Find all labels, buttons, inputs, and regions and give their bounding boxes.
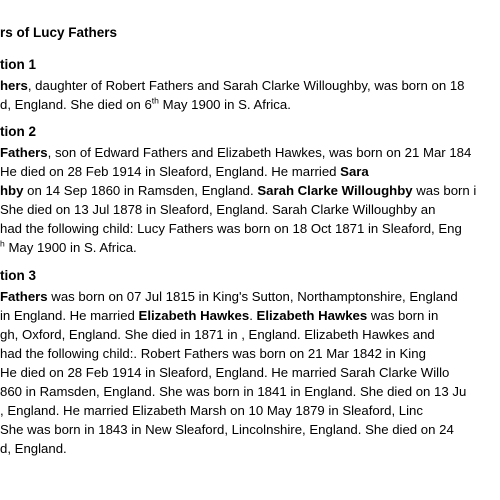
ordinal-suffix: h	[0, 238, 5, 249]
bold-name: Elizabeth Hawkes	[256, 308, 368, 323]
text-run: , son of Edward Fathers and Elizabeth Hawkes, was born on 21 Mar 184	[47, 145, 472, 160]
text-line	[0, 401, 466, 420]
text-run: d, England.	[0, 441, 67, 456]
section-1-heading: tion 1	[0, 57, 36, 72]
text-line	[0, 382, 466, 401]
ordinal-suffix: th	[151, 95, 159, 106]
text-line	[0, 344, 466, 363]
text-run: , daughter of Robert Fathers and Sarah Clarke Willoughby, was born on 18	[27, 78, 465, 93]
bold-name: Elizabeth Hawkes	[138, 308, 250, 323]
text-line	[0, 238, 476, 257]
section-2-body	[0, 143, 476, 257]
text-line	[0, 181, 476, 200]
section-3-heading: tion 3	[0, 268, 36, 283]
section-2-heading: tion 2	[0, 124, 36, 139]
text-line	[0, 325, 466, 344]
bold-name: Fathers	[0, 289, 48, 304]
text-run: on 14 Sep 1860 in Ramsden, England.	[23, 183, 258, 198]
text-run: had the following child:. Robert Fathers was born on 21 Mar 1842 in King	[0, 346, 426, 361]
text-run: He died on 28 Feb 1914 in Sleaford, England. He married	[0, 164, 341, 179]
section-1-body	[0, 76, 465, 114]
text-run: was born i	[412, 183, 477, 198]
text-run: d, England. She died on 6	[0, 97, 152, 112]
text-line	[0, 95, 465, 114]
text-run: He died on 28 Feb 1914 in Sleaford, England. He married Sarah Clarke Willo	[0, 365, 450, 380]
text-line	[0, 162, 476, 181]
text-line	[0, 76, 465, 95]
bold-name: hby	[0, 183, 24, 198]
text-run: .	[249, 308, 257, 323]
document-title: rs of Lucy Fathers	[0, 25, 118, 40]
bold-name: Sara	[340, 164, 369, 179]
bold-name: Fathers	[0, 145, 48, 160]
text-run: in England. He married	[0, 308, 139, 323]
text-run: was born in	[367, 308, 439, 323]
text-line	[0, 219, 476, 238]
bold-name: Sarah Clarke Willoughby	[257, 183, 413, 198]
text-run: 860 in Ramsden, England. She was born in 1841 in England. She died on 13 Ju	[0, 384, 467, 399]
text-line	[0, 287, 466, 306]
text-run: She died on 13 Jul 1878 in Sleaford, England. Sarah Clarke Willoughby an	[0, 202, 436, 217]
text-run: , England. He married Elizabeth Marsh on 10 May 1879 in Sleaford, Linc	[0, 403, 423, 418]
text-run: was born on 07 Jul 1815 in King's Sutton, Northamptonshire, England	[47, 289, 458, 304]
text-line	[0, 143, 476, 162]
bold-name: hers	[0, 78, 28, 93]
text-run: She was born in 1843 in New Sleaford, Lincolnshire, England. She died on 24	[0, 422, 454, 437]
text-run: May 1900 in S. Africa.	[4, 240, 137, 255]
text-line	[0, 306, 466, 325]
text-line	[0, 363, 466, 382]
text-run: had the following child: Lucy Fathers was born on 18 Oct 1871 in Sleaford, Eng	[0, 221, 462, 236]
text-line	[0, 439, 466, 458]
text-run: gh, Oxford, England. She died in 1871 in , England. Elizabeth Hawkes and	[0, 327, 435, 342]
text-run: May 1900 in S. Africa.	[158, 97, 291, 112]
text-line	[0, 420, 466, 439]
text-line	[0, 200, 476, 219]
section-3-body	[0, 287, 466, 458]
